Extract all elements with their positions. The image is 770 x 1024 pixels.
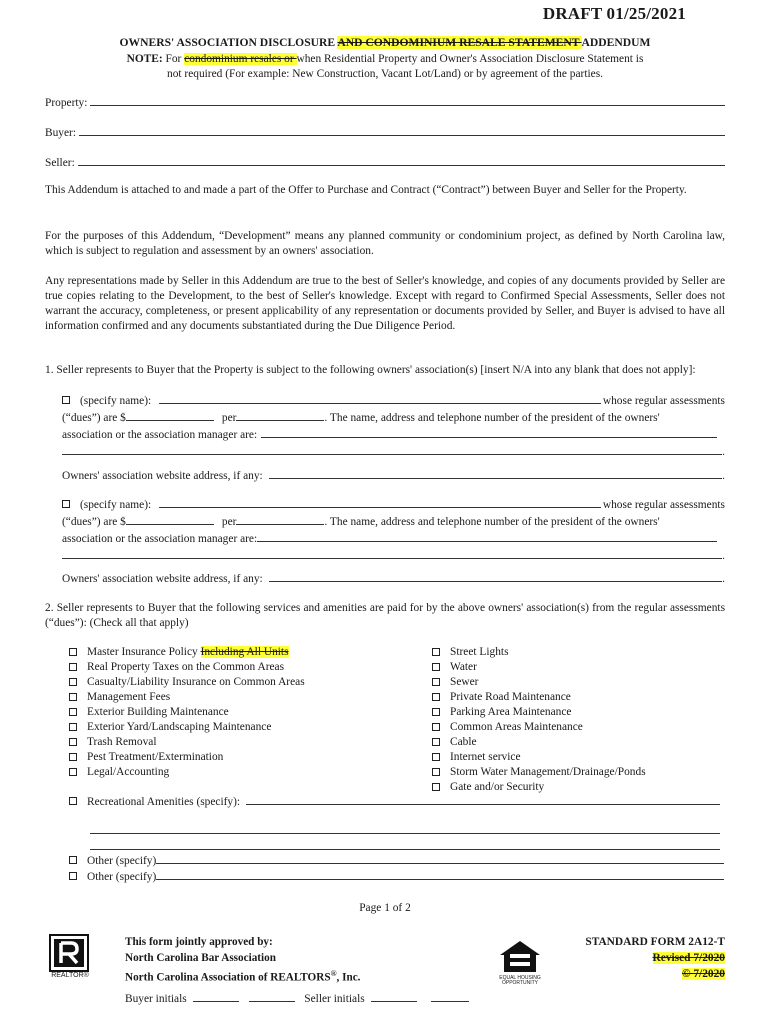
service-label: Common Areas Maintenance	[450, 721, 583, 733]
association-2-website: Owners' association website address, if any: .	[62, 570, 725, 587]
service-item	[69, 720, 305, 735]
other-1-checkbox[interactable]	[69, 856, 77, 864]
service-label: Legal/Accounting	[87, 766, 170, 778]
specify-name-label: (specify name):	[80, 395, 152, 407]
buyer-initials-line-1[interactable]	[193, 990, 239, 1002]
association-2-manager-line-2[interactable]	[62, 547, 722, 559]
recreational-label: Recreational Amenities (specify):	[87, 796, 241, 808]
per-label: per	[221, 516, 237, 528]
service-checkbox[interactable]	[432, 678, 440, 686]
association-2-name-line[interactable]	[159, 496, 601, 508]
service-label: Exterior Building Maintenance	[87, 706, 229, 718]
page-number: Page 1 of 2	[359, 902, 411, 914]
association-2-checkbox[interactable]	[62, 500, 70, 508]
note-pre: For	[162, 53, 185, 65]
initials-row	[125, 990, 469, 1005]
recreational-line-3[interactable]	[90, 838, 720, 850]
association-1-manager-line[interactable]	[261, 426, 717, 438]
service-checkbox[interactable]	[69, 663, 77, 671]
service-label: Storm Water Management/Drainage/Ponds	[450, 766, 646, 778]
service-checkbox[interactable]	[432, 768, 440, 776]
title-struck-text: AND CONDOMINIUM RESALE STATEMENT	[337, 36, 582, 49]
service-label: Cable	[450, 736, 477, 748]
dues-label: (“dues”) are $	[62, 516, 126, 528]
title-text-end: ADDENDUM	[581, 36, 651, 49]
other-2-line[interactable]	[156, 868, 724, 880]
service-label: Trash Removal	[87, 736, 157, 748]
title-text: OWNERS' ASSOCIATION DISCLOSURE	[119, 36, 338, 49]
service-checkbox[interactable]	[432, 723, 440, 731]
service-label: Street Lights	[450, 646, 509, 658]
service-checkbox[interactable]	[69, 723, 77, 731]
manager-label: association or the association manager are:	[62, 533, 258, 545]
service-label: Management Fees	[87, 691, 171, 703]
copyright-date: © 7/2020	[682, 968, 725, 980]
footer-approval	[125, 934, 360, 986]
service-item	[69, 705, 305, 720]
association-1-website: Owners' association website address, if any: .	[62, 467, 725, 484]
other-1	[69, 852, 724, 867]
other-2	[69, 868, 724, 883]
association-2-manager-line[interactable]	[257, 530, 717, 542]
note-label: NOTE:	[126, 53, 163, 65]
paragraph-development: For the purposes of this Addendum, “Development” means any planned community or condominium project, as defined by North Carolina law, which is subject to regulation and assessment by an owners' association.	[45, 230, 725, 257]
service-checkbox[interactable]	[432, 693, 440, 701]
footer-approved-by: This form jointly approved by:	[125, 936, 273, 948]
association-1-manager-line-2[interactable]	[62, 443, 722, 455]
buyer-line[interactable]	[79, 124, 725, 136]
paragraph-addendum: This Addendum is attached to and made a part of the Offer to Purchase and Contract (“Contract”) between Buyer and Seller for the Property.	[45, 184, 687, 196]
note-struck: condominium resales or	[184, 53, 297, 65]
form-title	[0, 36, 770, 49]
service-label: Real Property Taxes on the Common Areas	[87, 661, 285, 673]
service-checkbox[interactable]	[432, 753, 440, 761]
services-right-list	[432, 645, 646, 795]
draft-stamp: DRAFT 01/25/2021	[542, 4, 686, 23]
buyer-initials-label: Buyer initials	[125, 993, 187, 1005]
note-block	[0, 52, 770, 82]
buyer-field[interactable]	[45, 124, 725, 139]
service-checkbox[interactable]	[432, 663, 440, 671]
services-left-list	[69, 645, 305, 780]
property-line[interactable]	[90, 94, 725, 106]
seller-initials-line-1[interactable]	[371, 990, 417, 1002]
recreational-line-2[interactable]	[90, 822, 720, 834]
per-label: per	[221, 412, 237, 424]
recreational-amenities	[69, 793, 720, 808]
service-label: Internet service	[450, 751, 521, 763]
dues-post-label: . The name, address and telephone number of the president of the owners'	[324, 412, 660, 424]
service-checkbox[interactable]	[432, 783, 440, 791]
service-checkbox[interactable]	[432, 708, 440, 716]
section2-intro: 2. Seller represents to Buyer that the following services and amenities are paid for by the above owners' association(s) from the regular assessments (“dues”): (Check all that apply)	[45, 602, 725, 629]
standard-form-number: STANDARD FORM 2A12-T	[585, 936, 725, 948]
paragraph-representations: Any representations made by Seller in this Addendum are true to the best of Seller's knowledge, and copies of any documents provided by Seller are true copies relating to the Development, to the best of Seller's knowledge. Except with regard to Confirmed Special Assessments, Seller does not warrant the accuracy, completeness, or present applicability of any representation or documents provided by Seller, and Buyer is advised to have all information confirmed and any documents substantiated during the Due Diligence Period.	[45, 275, 725, 332]
footer-bar-association: North Carolina Bar Association	[125, 952, 276, 964]
website-label: Owners' association website address, if any:	[62, 470, 263, 482]
property-label: Property:	[45, 97, 88, 109]
seller-field[interactable]	[45, 154, 725, 169]
other-2-checkbox[interactable]	[69, 872, 77, 880]
footer-inc-text: , Inc.	[336, 971, 361, 984]
service-item	[432, 735, 646, 750]
service-item	[432, 750, 646, 765]
service-master-insurance	[69, 645, 305, 660]
association-1-per-line[interactable]	[236, 409, 324, 421]
footer-realtors-text: North Carolina Association of REALTORS	[125, 971, 331, 984]
equal-housing-logo	[497, 938, 543, 986]
service-item	[432, 705, 646, 720]
footer-form-info	[585, 934, 725, 982]
whose-regular-label: whose regular assessments	[602, 499, 725, 511]
association-1-website-line[interactable]	[269, 467, 722, 479]
service-item	[432, 675, 646, 690]
association-1-name-line[interactable]	[159, 392, 601, 404]
seller-label: Seller:	[45, 157, 75, 169]
recreational-extra-lines	[90, 822, 720, 850]
master-insurance-checkbox[interactable]	[69, 648, 77, 656]
service-checkbox[interactable]	[69, 738, 77, 746]
service-checkbox[interactable]	[69, 768, 77, 776]
service-label: Private Road Maintenance	[450, 691, 571, 703]
footer-realtors-line	[125, 966, 360, 986]
service-checkbox[interactable]	[69, 753, 77, 761]
buyer-label: Buyer:	[45, 127, 77, 139]
service-label: Parking Area Maintenance	[450, 706, 572, 718]
service-item	[69, 765, 305, 780]
revised-date: Revised 7/2020	[652, 952, 725, 964]
association-1-checkbox[interactable]	[62, 396, 70, 404]
service-label: Casualty/Liability Insurance on Common Areas	[87, 676, 305, 688]
service-item	[432, 660, 646, 675]
other-label: Other (specify)	[87, 855, 157, 867]
service-checkbox[interactable]	[69, 678, 77, 686]
dues-label: (“dues”) are $	[62, 412, 126, 424]
service-label: Water	[450, 661, 477, 673]
association-1-dues-line[interactable]	[126, 409, 214, 421]
service-item	[69, 675, 305, 690]
service-item	[432, 720, 646, 735]
registered-mark: ®	[330, 969, 337, 978]
service-checkbox[interactable]	[69, 708, 77, 716]
recreational-checkbox[interactable]	[69, 797, 77, 805]
realtor-mark-text: REALTOR®	[51, 972, 89, 979]
service-label: Gate and/or Security	[450, 781, 545, 793]
service-label: Master Insurance Policy	[87, 646, 201, 658]
service-label: Sewer	[450, 676, 479, 688]
association-2: (specify name): whose regular assessments (“dues”) are $ per . The name, address and telephone number of the president of the owners' association or the association manager are: .	[62, 496, 725, 564]
service-label: Exterior Yard/Landscaping Maintenance	[87, 721, 272, 733]
specify-name-label: (specify name):	[80, 499, 152, 511]
seller-line[interactable]	[78, 154, 725, 166]
other-1-line[interactable]	[156, 852, 724, 864]
seller-initials-line-2[interactable]	[431, 990, 469, 1002]
service-item	[69, 660, 305, 675]
service-struck-label: Including All Units	[200, 646, 289, 658]
service-item	[432, 690, 646, 705]
association-2-per-line[interactable]	[236, 513, 324, 525]
service-item	[432, 765, 646, 780]
association-1: (specify name): whose regular assessments (“dues”) are $ per . The name, address and telephone number of the president of the owners' association or the association manager are: .	[62, 392, 725, 460]
section1-intro: 1. Seller represents to Buyer that the Property is subject to the following owners' association(s) [insert N/A into any blank that does not apply]:	[45, 364, 696, 376]
service-checkbox[interactable]	[432, 648, 440, 656]
seller-initials-label: Seller initials	[304, 993, 365, 1005]
buyer-initials-line-2[interactable]	[249, 990, 295, 1002]
note-post: when Residential Property and Owner's Association Disclosure Statement is	[296, 53, 644, 65]
manager-label: association or the association manager are:	[62, 429, 258, 441]
service-checkbox[interactable]	[69, 693, 77, 701]
service-item	[432, 645, 646, 660]
association-2-website-line[interactable]	[269, 570, 722, 582]
association-2-dues-line[interactable]	[126, 513, 214, 525]
service-label: Pest Treatment/Extermination	[87, 751, 224, 763]
service-item	[69, 690, 305, 705]
service-item	[69, 750, 305, 765]
service-item	[69, 735, 305, 750]
equal-housing-text: EQUAL HOUSING OPPORTUNITY	[499, 975, 541, 986]
recreational-line[interactable]	[246, 793, 720, 805]
service-checkbox[interactable]	[432, 738, 440, 746]
dues-post-label: . The name, address and telephone number of the president of the owners'	[324, 516, 660, 528]
other-label: Other (specify)	[87, 871, 157, 883]
website-label: Owners' association website address, if any:	[62, 573, 263, 585]
property-field[interactable]	[45, 94, 725, 109]
realtor-logo	[49, 934, 91, 980]
note-line2: not required (For example: New Construction, Vacant Lot/Land) or by agreement of the parties.	[167, 68, 603, 80]
equal-housing-icon	[497, 938, 543, 976]
whose-regular-label: whose regular assessments	[602, 395, 725, 407]
